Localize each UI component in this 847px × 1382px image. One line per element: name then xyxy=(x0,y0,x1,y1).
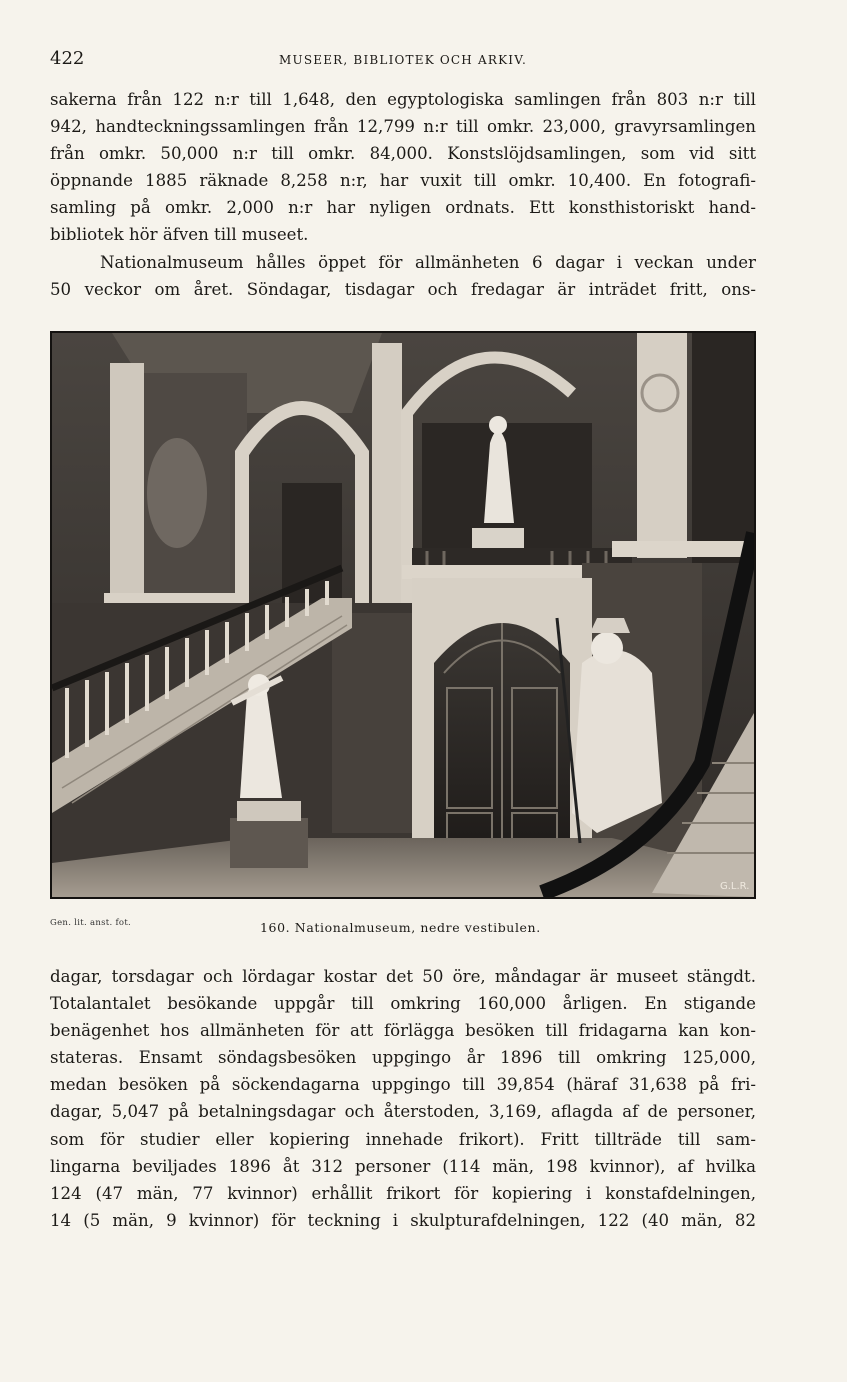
text-line: Nationalmuseum hålles öppet för allmänheten 6 dagar i veckan under xyxy=(100,252,756,272)
text-line: 942, handteckningssamlingen från 12,799 n:r till omkr. 23,000, gravyrsamlingen xyxy=(50,117,756,137)
text-line: lingarna beviljades 1896 åt 312 personer (114 män, 198 kvinnor), af hvilka xyxy=(50,1156,756,1176)
photo-signature: G.L.R. xyxy=(720,881,750,892)
text-line: som för studier eller kopiering innehade frikort). Fritt tillträde till sam- xyxy=(50,1129,756,1149)
left-pedestal-top xyxy=(237,801,301,821)
vestibule-photograph xyxy=(52,333,754,897)
text-line: Totalantalet besökande uppgår till omkring 160,000 årligen. En stigande xyxy=(50,994,756,1014)
running-title: MUSEER, BIBLIOTEK OCH ARKIV. xyxy=(279,53,527,67)
text-line: bibliotek hör äfven till museet. xyxy=(50,225,309,245)
text-line: benägenhet hos allmänheten för att förlägga besöken till fridagarna kan kon- xyxy=(50,1021,756,1041)
marble-pier xyxy=(332,613,422,833)
page-number: 422 xyxy=(50,48,85,69)
left-pedestal xyxy=(230,818,308,868)
figure-caption: 160. Nationalmuseum, nedre vestibulen. xyxy=(260,920,541,935)
pilaster xyxy=(372,343,402,603)
text-line: sakerna från 122 n:r till 1,648, den egyptologiska samlingen från 803 n:r till xyxy=(50,90,756,109)
text-line: 124 (47 män, 77 kvinnor) erhållit frikort för kopiering i konstafdelningen, xyxy=(50,1183,756,1203)
text-line: från omkr. 50,000 n:r till omkr. 84,000. Konstslöjdsamlingen, som vid sitt xyxy=(50,144,756,164)
text-line: dagar, torsdagar och lördagar kostar det 50 öre, måndagar är museet stängdt. xyxy=(50,967,756,986)
bottom-paragraph xyxy=(50,963,756,1234)
page-header xyxy=(50,48,756,72)
right-cornice xyxy=(612,541,754,557)
text-line: 14 (5 män, 9 kvinnor) för teckning i skulpturafdelningen, 122 (40 män, 82 xyxy=(50,1210,756,1230)
photo-credit: Gen. lit. anst. fot. xyxy=(50,918,132,928)
text-line: öppnande 1885 räknade 8,258 n:r, har vuxit till omkr. 10,400. En fotografi- xyxy=(50,171,756,191)
upper-statue-head xyxy=(489,416,507,434)
arch-opening xyxy=(282,483,342,613)
text-line: dagar, 5,047 på betalningsdagar och återstoden, 3,169, aflagda af de personer, xyxy=(50,1102,756,1122)
text-line: stateras. Ensamt söndagsbesöken uppgingo år 1896 till omkring 125,000, xyxy=(50,1048,756,1068)
right-wall-dark xyxy=(692,333,754,563)
text-line: samling på omkr. 2,000 n:r har nyligen ordnats. Ett konsthistoriskt hand- xyxy=(50,198,756,218)
pilaster-right xyxy=(637,333,687,558)
warrior-head xyxy=(591,632,623,664)
mural-figure xyxy=(147,438,207,548)
warrior-statue xyxy=(572,650,662,833)
top-paragraphs xyxy=(50,86,756,303)
text-line: 50 veckor om året. Söndagar, tisdagar och fredagar är inträdet fritt, ons- xyxy=(50,279,756,299)
text-line: medan besöken på söckendagarna uppgingo till 39,854 (häraf 31,638 på fri- xyxy=(50,1075,756,1095)
pillar xyxy=(110,363,144,623)
warrior-helmet xyxy=(590,618,630,633)
photograph-plate xyxy=(50,331,756,899)
